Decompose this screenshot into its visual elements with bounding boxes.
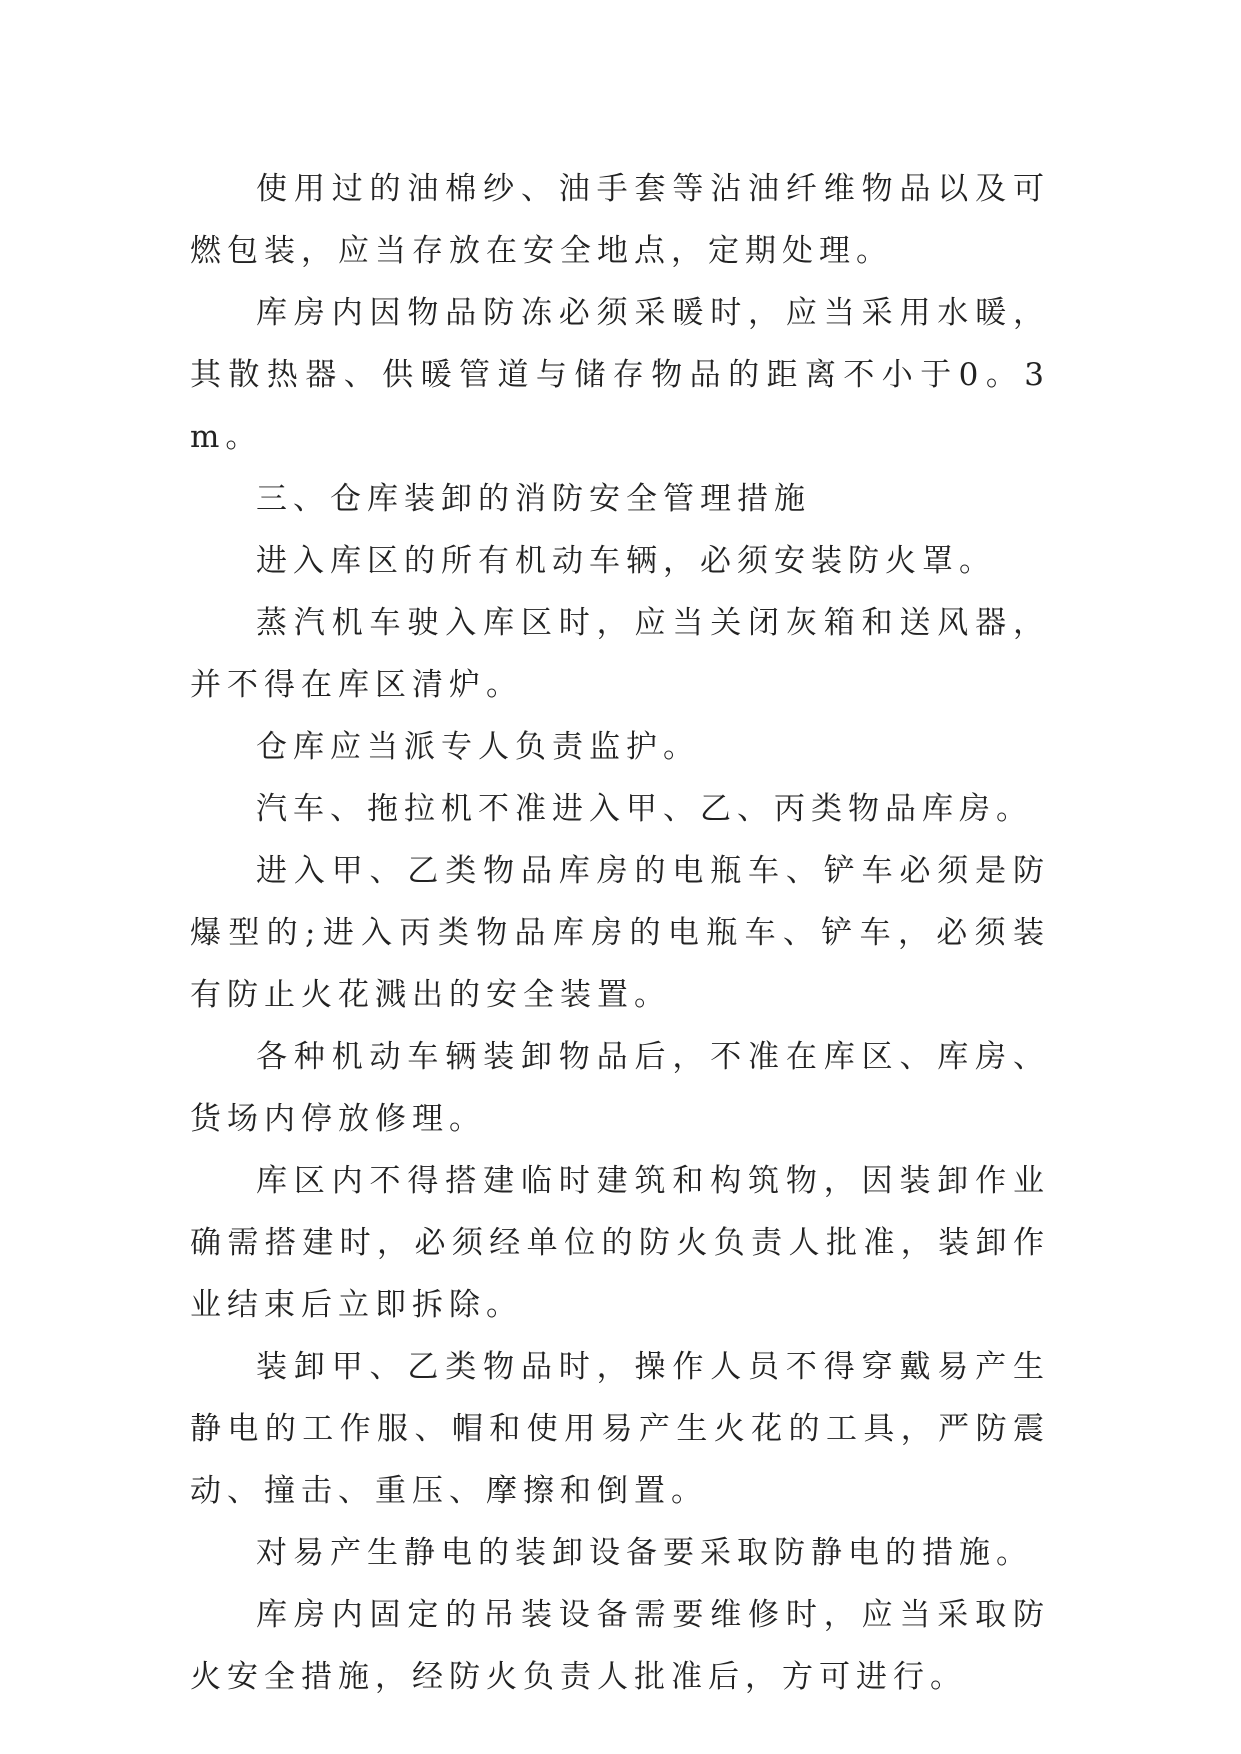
paragraph-vehicle-restriction: 汽车、拖拉机不准进入甲、乙、丙类物品库房。: [256, 791, 1033, 827]
paragraph-anti-static: 对易产生静电的装卸设备要采取防静电的措施。: [256, 1535, 1033, 1571]
paragraph-explosion-proof: 进入甲、乙类物品库房的电瓶车、铲车必须是防爆型的;进入丙类物品库房的电瓶车、铲车，必须装有防止火花溅出的安全装置。: [190, 853, 1050, 1013]
paragraph-hoist-maintenance: 库房内固定的吊装设备需要维修时，应当采取防火安全措施，经防火负责人批准后，方可进行。: [190, 1597, 1050, 1695]
paragraph-no-repair: 各种机动车辆装卸物品后，不准在库区、库房、货场内停放修理。: [190, 1039, 1050, 1137]
paragraph-oily-materials: 使用过的油棉纱、油手套等沾油纤维物品以及可燃包装，应当存放在安全地点，定期处理。: [190, 171, 1050, 269]
paragraph-supervision: 仓库应当派专人负责监护。: [256, 729, 700, 765]
paragraph-temporary-structures: 库区内不得搭建临时建筑和构筑物，因装卸作业确需搭建时，必须经单位的防火负责人批准，装卸作业结束后立即拆除。: [190, 1163, 1050, 1323]
paragraph-heating: 库房内因物品防冻必须采暖时，应当采用水暖，其散热器、供暖管道与储存物品的距离不小于0。3m。: [190, 295, 1050, 455]
paragraph-static-clothing: 装卸甲、乙类物品时，操作人员不得穿戴易产生静电的工作服、帽和使用易产生火花的工具，严防震动、撞击、重压、摩擦和倒置。: [190, 1349, 1050, 1509]
section-heading-loading-safety: 三、仓库装卸的消防安全管理措施: [256, 481, 811, 517]
document-body: [190, 158, 1050, 1708]
paragraph-spark-arrester: 进入库区的所有机动车辆，必须安装防火罩。: [256, 543, 996, 579]
paragraph-steam-locomotive: 蒸汽机车驶入库区时，应当关闭灰箱和送风器，并不得在库区清炉。: [190, 605, 1050, 703]
